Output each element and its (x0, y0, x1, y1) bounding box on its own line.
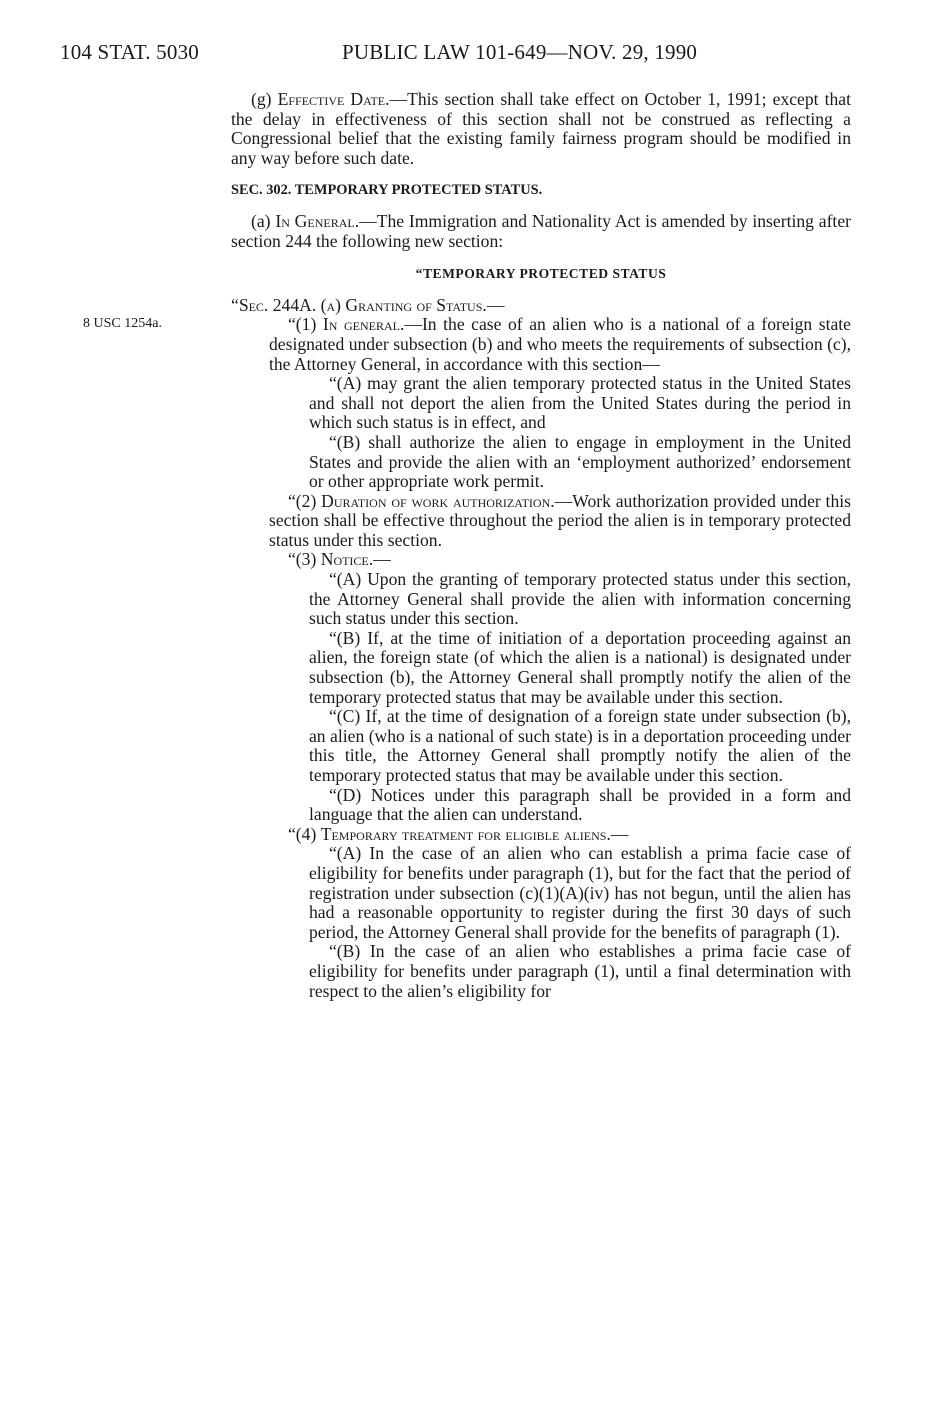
subparagraph-4b: “(B) In the case of an alien who establishes a prima facie case of eligibility for benefits under paragraph (1), until a final determination with respect to the alien’s eligibility for (309, 941, 851, 1001)
section-244a-lead: “ (231, 294, 239, 315)
paragraph-g-lead: (g) (251, 89, 278, 109)
paragraph-a (231, 212, 851, 251)
paragraph-2-lead: “(2) (288, 490, 322, 511)
usc-margin-citation: 8 USC 1254a. (83, 316, 162, 331)
paragraph-3-heading: Notice. (320, 549, 374, 570)
section-302-heading: SEC. 302. TEMPORARY PROTECTED STATUS. (231, 182, 543, 199)
subparagraph-3a: “(A) Upon the granting of temporary protected status under this section, the Attorney General shall provide the alien with information concerning such status under this section. (309, 569, 851, 629)
paragraph-3-lead: “(3) (288, 549, 321, 570)
paragraph-g-heading: Effective Date. (277, 89, 390, 109)
subparagraph-1b: “(B) shall authorize the alien to engage in employment in the United States and provide the alien with an ‘employment authorized’ endorsement or other appropriate work permit. (309, 431, 851, 492)
subparagraph-4a: “(A) In the case of an alien who can establish a prima facie case of eligibility for benefits under paragraph (1), but for the fact that the period of registration under subsection (c)(1)(A)(iv) has not begun, until the alien has had a reasonable opportunity to register during the first 30 days of such period, the Attorney General shall provide for the benefits of paragraph (1). (309, 843, 851, 942)
document-body (231, 90, 851, 1001)
temporary-protected-status-heading: “TEMPORARY PROTECTED STATUS (415, 266, 667, 282)
paragraph-3 (269, 550, 851, 570)
paragraph-2 (269, 492, 851, 551)
paragraph-4 (269, 825, 851, 845)
paragraph-1-lead: “(1) (288, 314, 323, 335)
paragraph-a-heading: In General. (275, 210, 360, 231)
paragraph-1 (269, 315, 851, 374)
paragraph-a-lead: (a) (251, 210, 276, 231)
paragraph-4-lead: “(4) (288, 823, 321, 844)
subparagraph-3c: “(C) If, at the time of designation of a foreign state under subsection (b), an alien (who is a national of such state) is in a deportation proceeding under this title, the Attorney General shall promptly notify the alien of the temporary protected status that may be available under this section. (309, 706, 851, 785)
page-header (60, 40, 860, 80)
paragraph-g-text: —This section shall take effect on October 1, 1991; except that the delay in effectiveness of this section shall not be construed as reflecting a Congressional belief that the existing family fairness program should be modified in any way before such date. (231, 89, 851, 168)
paragraph-2-heading: Duration of work authorization. (321, 490, 555, 511)
subparagraph-1a: “(A) may grant the alien temporary protected status in the United States and shall not deport the alien from the United States during the period in which such status is in effect, and (309, 373, 851, 433)
statute-page-reference: 104 STAT. 5030 (60, 40, 199, 64)
paragraph-3-tail: — (373, 549, 391, 570)
paragraph-1-text: —In the case of an alien who is a national of a foreign state designated under subsection (b) and who meets the requirements of subsection (c), the Attorney General, in accordance with this section— (269, 314, 851, 374)
paragraph-4-tail: — (610, 823, 629, 844)
paragraph-a-text: —The Immigration and Nationality Act is amended by inserting after section 244 the following new section: (231, 210, 851, 251)
paragraph-4-heading: Temporary treatment for eligible aliens. (320, 823, 611, 844)
paragraph-1-heading: In general. (322, 314, 405, 335)
subparagraph-3d: “(D) Notices under this paragraph shall be provided in a form and language that the alien can understand. (309, 784, 851, 825)
section-244a-title: Sec. 244A. (a) Granting of Status. (238, 294, 487, 315)
public-law-reference: PUBLIC LAW 101-649—NOV. 29, 1990 (342, 40, 698, 64)
subparagraph-3b: “(B) If, at the time of initiation of a deportation proceeding against an alien, the foreign state (of which the alien is a national) is designated under subsection (b), the Attorney General shall promptly notify the alien of the temporary protected status that may be available under this section. (309, 627, 851, 707)
section-244a-heading (231, 296, 851, 316)
paragraph-g (231, 90, 851, 168)
paragraph-2-text: —Work authorization provided under this section shall be effective throughout the period the alien is in temporary protected status under this section. (269, 490, 851, 550)
section-244a-tail: — (486, 294, 505, 315)
